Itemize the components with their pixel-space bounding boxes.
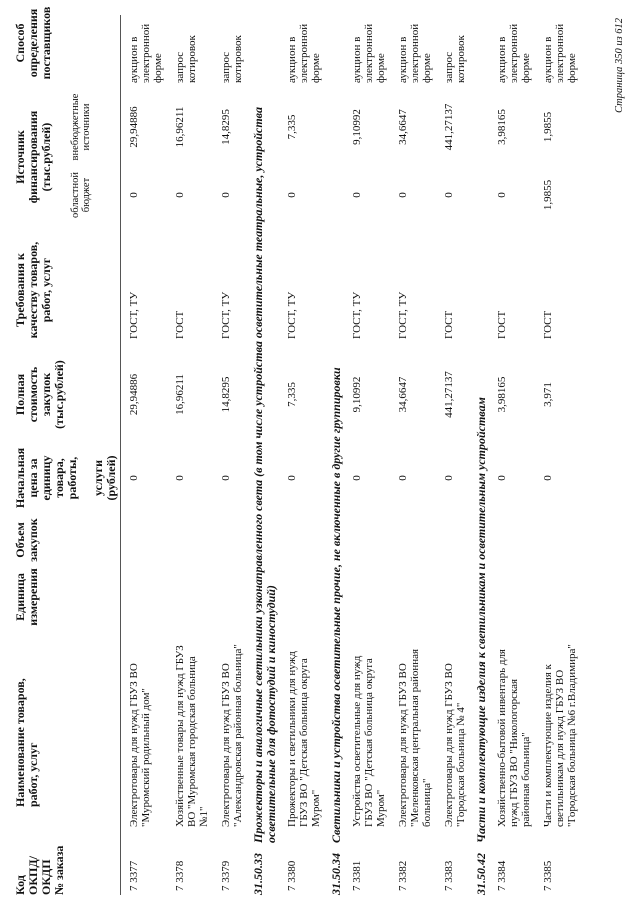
procurement-method: запрос котировок bbox=[443, 35, 467, 83]
extrabudgetary-sources: 16,96211 bbox=[174, 106, 186, 148]
header-source-regional: областной бюджет bbox=[70, 172, 92, 218]
procurement-method: запрос котировок bbox=[220, 35, 244, 83]
header-code: Код ОКПД/ ОКДП № заказа bbox=[13, 845, 66, 895]
order-code: 7 3385 bbox=[542, 860, 554, 891]
order-code: 7 3382 bbox=[397, 860, 409, 891]
regional-budget: 0 bbox=[496, 192, 508, 198]
total-cost: 3,971 bbox=[542, 382, 554, 407]
regional-budget: 1,9855 bbox=[542, 179, 554, 211]
item-name: Электротовары для нужд ГБУЗ ВО "Муромский родильный дом" bbox=[128, 663, 152, 827]
quality-requirements: ГОСТ, ТУ bbox=[286, 291, 298, 339]
regional-budget: 0 bbox=[443, 192, 455, 198]
item-name: Части и комплектующие изделия к светильникам для нужд ГБУЗ ВО "Городская больница №6 г.Владимира" bbox=[542, 644, 578, 827]
regional-budget: 0 bbox=[174, 192, 186, 198]
order-code: 7 3381 bbox=[351, 860, 363, 891]
total-cost: 29,94886 bbox=[128, 373, 140, 416]
section-heading bbox=[475, 397, 488, 895]
procurement-method: аукцион в электронной форме bbox=[351, 23, 387, 83]
quality-requirements: ГОСТ bbox=[542, 310, 554, 339]
header-rule bbox=[120, 15, 121, 895]
section-code: 31.50.34 bbox=[329, 853, 343, 895]
order-code: 7 3378 bbox=[174, 860, 186, 891]
regional-budget: 0 bbox=[128, 192, 140, 198]
procurement-method: аукцион в электронной форме bbox=[128, 23, 164, 83]
unit-price: 0 bbox=[496, 475, 508, 481]
unit-price: 0 bbox=[220, 475, 232, 481]
header-total: Полная стоимость закупок (тыс.рублей) bbox=[13, 360, 66, 429]
quality-requirements: ГОСТ bbox=[443, 310, 455, 339]
item-name: Устройства осветительные для нужд ГБУЗ ВО "Детская больница округа Муром" bbox=[351, 655, 387, 827]
regional-budget: 0 bbox=[220, 192, 232, 198]
quality-requirements: ГОСТ bbox=[496, 310, 508, 339]
procurement-method: запрос котировок bbox=[174, 35, 198, 83]
regional-budget: 0 bbox=[397, 192, 409, 198]
header-method: Способ определения поставщиков bbox=[13, 6, 53, 80]
page-number: Страница 350 из 612 bbox=[614, 17, 625, 113]
regional-budget: 0 bbox=[351, 192, 363, 198]
regional-budget: 0 bbox=[286, 192, 298, 198]
procurement-method: аукцион в электронной форме bbox=[397, 23, 433, 83]
quality-requirements: ГОСТ, ТУ bbox=[128, 291, 140, 339]
extrabudgetary-sources: 14,8295 bbox=[220, 109, 232, 145]
unit-price: 0 bbox=[397, 475, 409, 481]
item-name: Хозяйственно-бытовой инвентарь для нужд ГБУЗ ВО "Никологорская районная больница" bbox=[496, 649, 532, 827]
procurement-method: аукцион в электронной форме bbox=[286, 23, 322, 83]
order-code: 7 3384 bbox=[496, 860, 508, 891]
header-source-extra: внебюджетные источники bbox=[70, 93, 92, 161]
quality-requirements: ГОСТ, ТУ bbox=[397, 291, 409, 339]
extrabudgetary-sources: 7,335 bbox=[286, 114, 298, 140]
item-name: Хозяйственные товары для нужд ГБУЗ ВО "Муромская городская больница №1" bbox=[174, 645, 210, 827]
item-name: Электротовары для нужд ГБУЗ ВО "Александровская районная больница" bbox=[220, 644, 244, 827]
order-code: 7 3377 bbox=[128, 860, 140, 891]
section-heading bbox=[330, 367, 343, 895]
extrabudgetary-sources: 1,9855 bbox=[542, 111, 554, 143]
total-cost: 3,98165 bbox=[496, 376, 508, 413]
unit-price: 0 bbox=[174, 475, 186, 481]
order-code: 7 3379 bbox=[220, 860, 232, 891]
item-name: Прожекторы и светильники для нужд ГБУЗ ВО "Детская больница округа Муром" bbox=[286, 651, 322, 827]
header-quality: Требования к качеству товаров, работ, услуг bbox=[13, 241, 53, 339]
header-sources: Источник финансирования (тыс.рублей) bbox=[13, 110, 53, 204]
header-price: Начальная цена за единицу товара, работы, услуги (рублей) bbox=[13, 447, 118, 509]
item-name: Электротовары для нужд ГБУЗ ВО "Меленковская центральная районная больница" bbox=[397, 648, 433, 827]
total-cost: 34,6647 bbox=[397, 376, 409, 413]
order-code: 7 3383 bbox=[443, 860, 455, 891]
section-title: Светильники и устройства осветительные прочие, не включенные в другие группировки bbox=[329, 367, 343, 843]
quality-requirements: ГОСТ bbox=[174, 310, 186, 339]
total-cost: 9,10992 bbox=[351, 376, 363, 413]
item-name: Электротовары для нужд ГБУЗ ВО "Городская больница № 4" bbox=[443, 663, 467, 827]
quality-requirements: ГОСТ, ТУ bbox=[220, 291, 232, 339]
total-cost: 441,27137 bbox=[443, 371, 455, 418]
total-cost: 14,8295 bbox=[220, 376, 232, 413]
quality-requirements: ГОСТ, ТУ bbox=[351, 291, 363, 339]
unit-price: 0 bbox=[542, 475, 554, 481]
extrabudgetary-sources: 34,6647 bbox=[397, 109, 409, 145]
section-title: Прожекторы и аналогичные светильники узконаправленного света (в том числе устройства осветительные театральные, устройства осветительные для фотостудий и киностудий) bbox=[251, 107, 278, 843]
procurement-method: аукцион в электронной форме bbox=[496, 23, 532, 83]
procurement-method: аукцион в электронной форме bbox=[542, 23, 578, 83]
extrabudgetary-sources: 29,94886 bbox=[128, 106, 140, 148]
section-code: 31.50.33 bbox=[251, 853, 265, 895]
unit-price: 0 bbox=[286, 475, 298, 481]
extrabudgetary-sources: 3,98165 bbox=[496, 109, 508, 145]
header-unit: Единица измерения bbox=[13, 568, 40, 626]
section-code: 31.50.42 bbox=[474, 853, 488, 895]
unit-price: 0 bbox=[351, 475, 363, 481]
header-name: Наименование товаров, работ, услуг bbox=[13, 678, 40, 807]
section-title: Части и комплектующие изделия к светильникам и осветительным устройствам bbox=[474, 397, 488, 843]
extrabudgetary-sources: 441,27137 bbox=[443, 103, 455, 151]
total-cost: 16,96211 bbox=[174, 374, 186, 415]
header-volume: Объем закупок bbox=[13, 518, 40, 562]
extrabudgetary-sources: 9,10992 bbox=[351, 109, 363, 145]
unit-price: 0 bbox=[128, 475, 140, 481]
order-code: 7 3380 bbox=[286, 860, 298, 891]
section-heading bbox=[252, 107, 278, 895]
unit-price: 0 bbox=[443, 475, 455, 481]
total-cost: 7,335 bbox=[286, 382, 298, 407]
